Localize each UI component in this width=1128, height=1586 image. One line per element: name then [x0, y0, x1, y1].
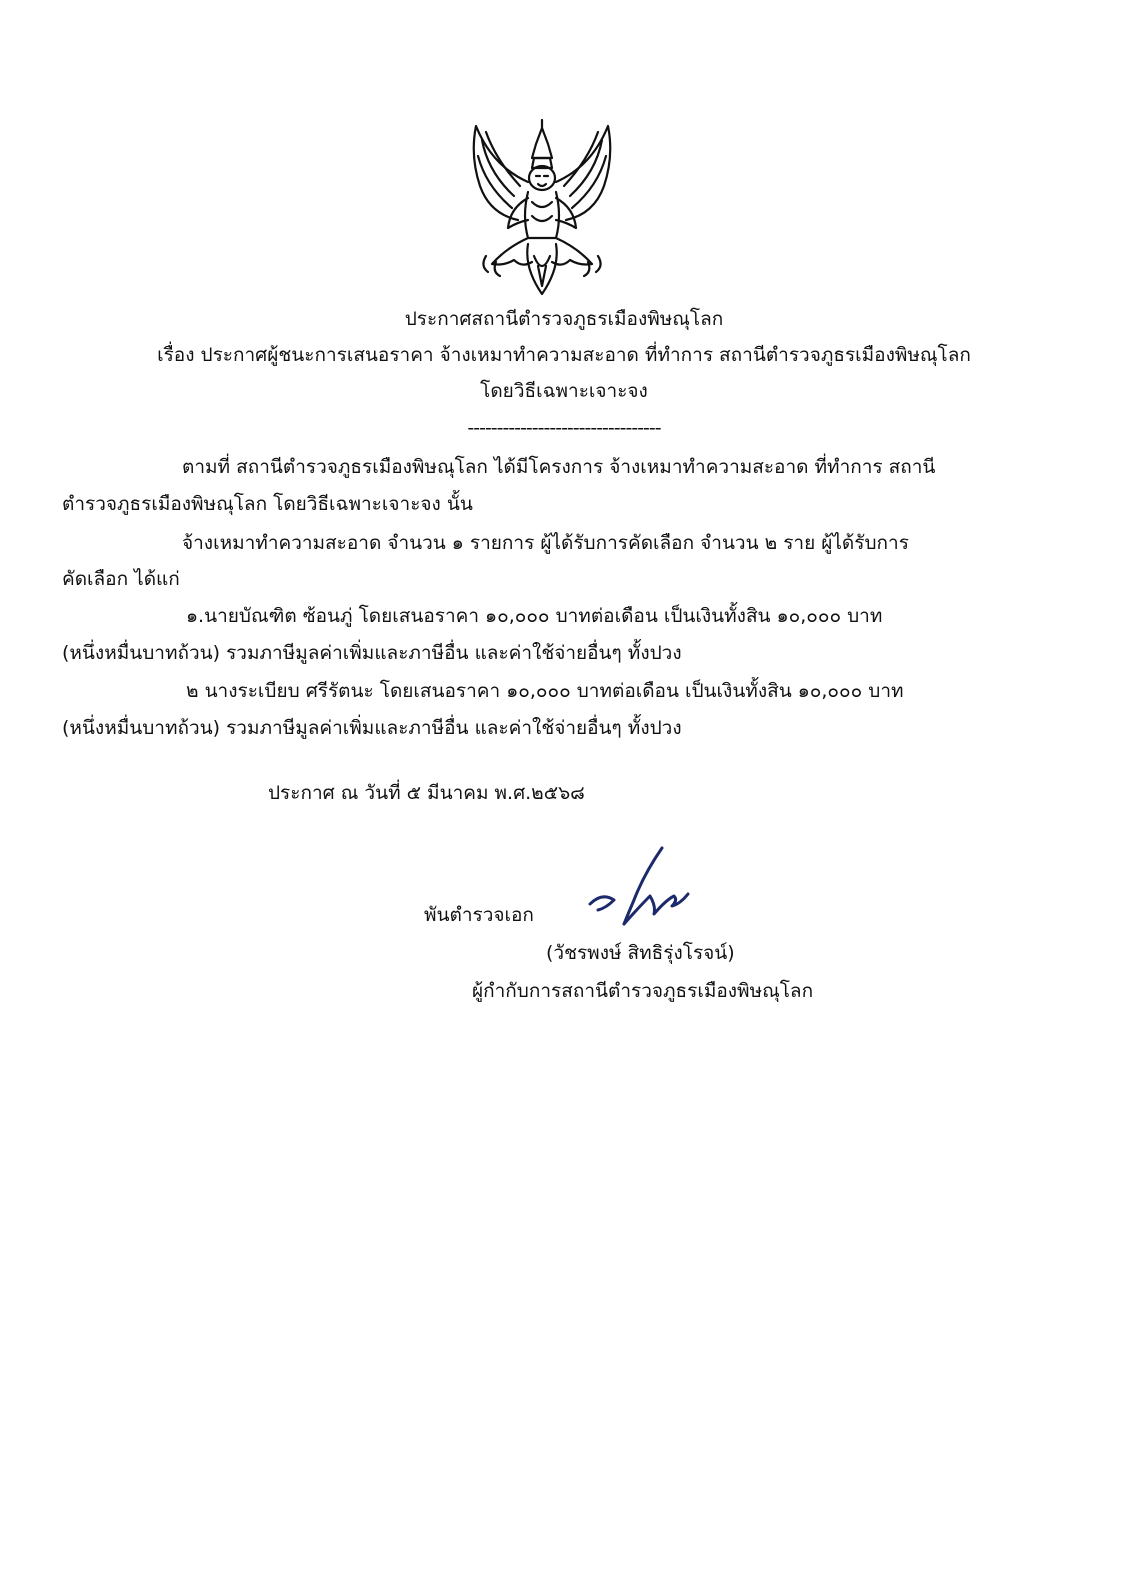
signatory-name: (วัชรพงษ์ สิทธิรุ่งโรจน์)	[546, 942, 735, 964]
paragraph-1-line-2: ตำรวจภูธรเมืองพิษณุโลก โดยวิธีเฉพาะเจาะจง นั้น	[62, 493, 473, 515]
winner-2-line-1: ๒ นางระเบียบ ศรีรัตนะ โดยเสนอราคา ๑๐,๐๐๐ บาทต่อเดือน เป็นเงินทั้งสิน ๑๐,๐๐๐ บาท	[186, 680, 904, 702]
signatory-rank: พันตำรวจเอก	[424, 904, 534, 926]
paragraph-2-line-2: คัดเลือก ได้แก่	[62, 568, 180, 590]
announcement-date: ประกาศ ณ วันที่ ๕ มีนาคม พ.ศ.๒๕๖๘	[268, 782, 585, 804]
separator-line: ---------------------------------	[467, 417, 661, 439]
document-title: ประกาศสถานีตำรวจภูธรเมืองพิษณุโลก	[404, 308, 724, 330]
signatory-position: ผู้กำกับการสถานีตำรวจภูธรเมืองพิษณุโลก	[472, 980, 814, 1002]
winner-1-line-1: ๑.นายบัณฑิต ซ้อนภู่ โดยเสนอราคา ๑๐,๐๐๐ บาทต่อเดือน เป็นเงินทั้งสิน ๑๐,๐๐๐ บาท	[186, 605, 883, 627]
signature-icon	[584, 844, 694, 930]
winner-1-line-2: (หนึ่งหมื่นบาทถ้วน) รวมภาษีมูลค่าเพิ่มและภาษีอื่น และค่าใช้จ่ายอื่นๆ ทั้งปวง	[62, 642, 682, 664]
winner-2-line-2: (หนึ่งหมื่นบาทถ้วน) รวมภาษีมูลค่าเพิ่มและภาษีอื่น และค่าใช้จ่ายอื่นๆ ทั้งปวง	[62, 717, 682, 739]
paragraph-1-line-1: ตามที่ สถานีตำรวจภูธรเมืองพิษณุโลก ได้มีโครงการ จ้างเหมาทำความสะอาด ที่ทำการ สถานี	[182, 456, 936, 478]
document-subject: เรื่อง ประกาศผู้ชนะการเสนอราคา จ้างเหมาทำความสะอาด ที่ทำการ สถานีตำรวจภูธรเมืองพิษณุโลก	[157, 344, 971, 366]
garuda-emblem-icon	[462, 116, 622, 300]
procurement-method: โดยวิธีเฉพาะเจาะจง	[480, 380, 648, 402]
paragraph-2-line-1: จ้างเหมาทำความสะอาด จำนวน ๑ รายการ ผู้ได้รับการคัดเลือก จำนวน ๒ ราย ผู้ได้รับการ	[182, 532, 909, 554]
